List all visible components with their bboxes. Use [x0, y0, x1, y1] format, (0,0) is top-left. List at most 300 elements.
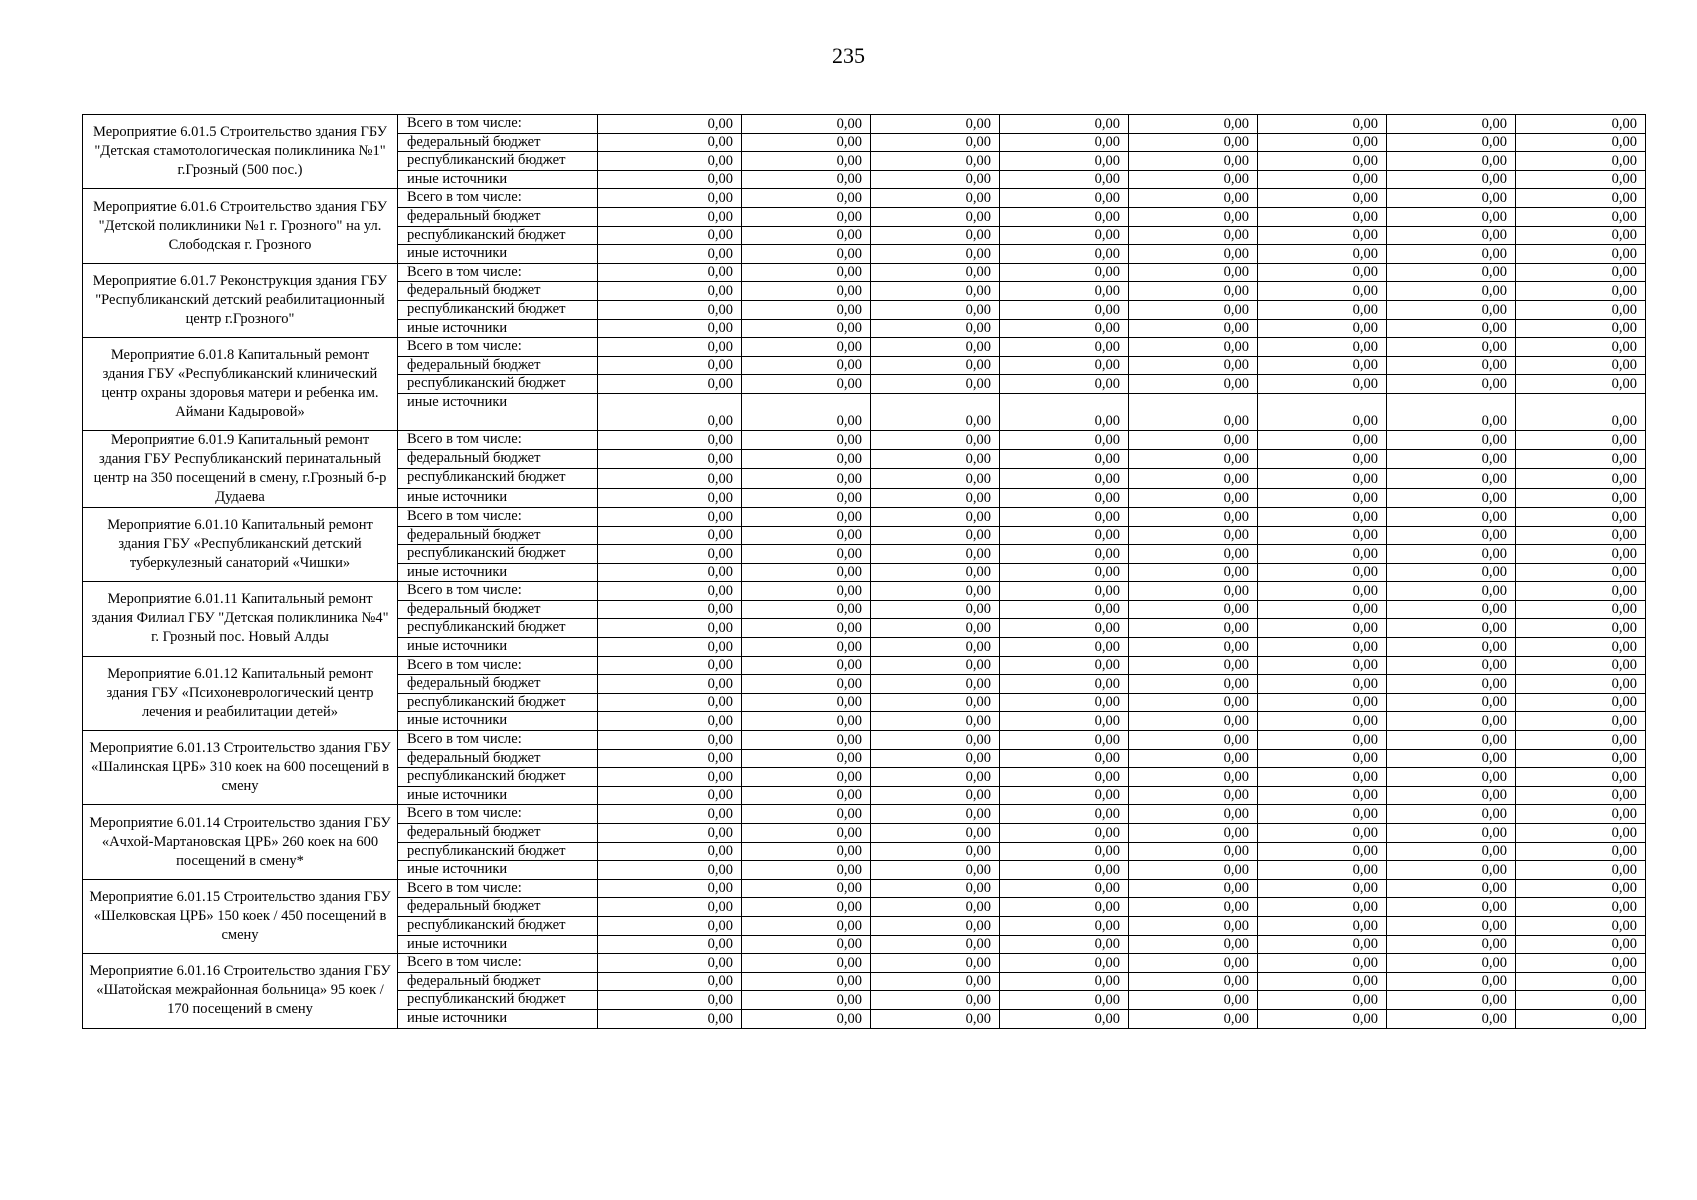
value-cell: 0,00 — [1516, 170, 1646, 189]
funding-source-cell: республиканский бюджет — [398, 916, 598, 935]
value-cell: 0,00 — [1000, 338, 1129, 357]
value-cell: 0,00 — [598, 300, 742, 319]
value-cell: 0,00 — [598, 935, 742, 954]
value-cell: 0,00 — [871, 545, 1000, 564]
value-cell: 0,00 — [598, 824, 742, 843]
value-cell: 0,00 — [742, 375, 871, 394]
funding-source-cell: иные источники — [398, 712, 598, 731]
value-cell: 0,00 — [871, 152, 1000, 171]
value-cell: 0,00 — [1000, 824, 1129, 843]
value-cell: 0,00 — [1258, 638, 1387, 657]
value-cell: 0,00 — [871, 263, 1000, 282]
value-cell: 0,00 — [742, 545, 871, 564]
value-cell: 0,00 — [1000, 1009, 1129, 1028]
value-cell: 0,00 — [598, 991, 742, 1010]
table-row — [83, 879, 1646, 898]
value-cell: 0,00 — [1000, 245, 1129, 264]
value-cell: 0,00 — [1516, 675, 1646, 694]
value-cell: 0,00 — [1258, 133, 1387, 152]
value-cell: 0,00 — [1000, 393, 1129, 430]
value-cell: 0,00 — [1516, 693, 1646, 712]
value-cell: 0,00 — [871, 133, 1000, 152]
value-cell: 0,00 — [598, 656, 742, 675]
value-cell: 0,00 — [1516, 582, 1646, 601]
value-cell: 0,00 — [871, 861, 1000, 880]
funding-source-cell: республиканский бюджет — [398, 842, 598, 861]
value-cell: 0,00 — [1129, 916, 1258, 935]
value-cell: 0,00 — [871, 356, 1000, 375]
table-row — [83, 507, 1646, 526]
value-cell: 0,00 — [1387, 152, 1516, 171]
value-cell: 0,00 — [1258, 393, 1387, 430]
funding-source-cell: иные источники — [398, 393, 598, 430]
value-cell: 0,00 — [742, 582, 871, 601]
value-cell: 0,00 — [1258, 226, 1387, 245]
value-cell: 0,00 — [1387, 954, 1516, 973]
value-cell: 0,00 — [742, 619, 871, 638]
value-cell: 0,00 — [1258, 300, 1387, 319]
value-cell: 0,00 — [1258, 488, 1387, 507]
funding-source-cell: иные источники — [398, 935, 598, 954]
value-cell: 0,00 — [1516, 898, 1646, 917]
table-row — [83, 430, 1646, 449]
value-cell: 0,00 — [1387, 972, 1516, 991]
value-cell: 0,00 — [1129, 545, 1258, 564]
funding-source-cell: республиканский бюджет — [398, 693, 598, 712]
value-cell: 0,00 — [742, 731, 871, 750]
funding-source-cell: иные источники — [398, 319, 598, 338]
value-cell: 0,00 — [1516, 916, 1646, 935]
value-cell: 0,00 — [1387, 430, 1516, 449]
value-cell: 0,00 — [1129, 600, 1258, 619]
funding-source-cell: федеральный бюджет — [398, 972, 598, 991]
value-cell: 0,00 — [1129, 450, 1258, 469]
value-cell: 0,00 — [1129, 170, 1258, 189]
value-cell: 0,00 — [1387, 282, 1516, 301]
table-row — [83, 115, 1646, 134]
value-cell: 0,00 — [1129, 638, 1258, 657]
value-cell: 0,00 — [1387, 898, 1516, 917]
value-cell: 0,00 — [1516, 526, 1646, 545]
funding-source-cell: федеральный бюджет — [398, 898, 598, 917]
value-cell: 0,00 — [742, 300, 871, 319]
value-cell: 0,00 — [598, 619, 742, 638]
value-cell: 0,00 — [1387, 356, 1516, 375]
value-cell: 0,00 — [1387, 488, 1516, 507]
value-cell: 0,00 — [1129, 319, 1258, 338]
funding-source-cell: иные источники — [398, 563, 598, 582]
value-cell: 0,00 — [1000, 768, 1129, 787]
value-cell: 0,00 — [1387, 133, 1516, 152]
value-cell: 0,00 — [1129, 375, 1258, 394]
event-title-cell: Мероприятие 6.01.8 Капитальный ремонт здания ГБУ «Республиканский клинический центр охраны здоровья матери и ребенка им. Аймани Кадыровой» — [83, 338, 398, 431]
funding-source-cell: Всего в том числе: — [398, 189, 598, 208]
value-cell: 0,00 — [742, 170, 871, 189]
value-cell: 0,00 — [742, 115, 871, 134]
value-cell: 0,00 — [1387, 170, 1516, 189]
value-cell: 0,00 — [871, 338, 1000, 357]
value-cell: 0,00 — [871, 991, 1000, 1010]
value-cell: 0,00 — [1000, 898, 1129, 917]
value-cell: 0,00 — [1129, 189, 1258, 208]
value-cell: 0,00 — [1516, 972, 1646, 991]
table-row — [83, 338, 1646, 357]
value-cell: 0,00 — [1129, 488, 1258, 507]
funding-source-cell: Всего в том числе: — [398, 879, 598, 898]
funding-source-cell: федеральный бюджет — [398, 824, 598, 843]
value-cell: 0,00 — [1387, 693, 1516, 712]
value-cell: 0,00 — [1000, 545, 1129, 564]
value-cell: 0,00 — [871, 898, 1000, 917]
value-cell: 0,00 — [871, 731, 1000, 750]
value-cell: 0,00 — [1516, 207, 1646, 226]
value-cell: 0,00 — [1258, 879, 1387, 898]
value-cell: 0,00 — [1387, 300, 1516, 319]
value-cell: 0,00 — [1000, 582, 1129, 601]
value-cell: 0,00 — [871, 954, 1000, 973]
value-cell: 0,00 — [742, 393, 871, 430]
value-cell: 0,00 — [598, 972, 742, 991]
value-cell: 0,00 — [598, 545, 742, 564]
value-cell: 0,00 — [1000, 507, 1129, 526]
value-cell: 0,00 — [1258, 152, 1387, 171]
value-cell: 0,00 — [1387, 263, 1516, 282]
funding-source-cell: федеральный бюджет — [398, 526, 598, 545]
value-cell: 0,00 — [598, 749, 742, 768]
event-title-cell: Мероприятие 6.01.9 Капитальный ремонт здания ГБУ Республиканский перинатальный центр на 350 посещений в смену, г.Грозный б-р Дудаева — [83, 430, 398, 507]
table-row — [83, 189, 1646, 208]
value-cell: 0,00 — [1387, 375, 1516, 394]
page-number: 235 — [832, 43, 865, 68]
table-row — [83, 731, 1646, 750]
value-cell: 0,00 — [1258, 170, 1387, 189]
value-cell: 0,00 — [1516, 226, 1646, 245]
value-cell: 0,00 — [598, 582, 742, 601]
value-cell: 0,00 — [871, 972, 1000, 991]
value-cell: 0,00 — [1000, 450, 1129, 469]
funding-source-cell: федеральный бюджет — [398, 600, 598, 619]
value-cell: 0,00 — [1000, 152, 1129, 171]
value-cell: 0,00 — [1129, 245, 1258, 264]
value-cell: 0,00 — [1516, 133, 1646, 152]
value-cell: 0,00 — [1258, 786, 1387, 805]
value-cell: 0,00 — [1258, 861, 1387, 880]
value-cell: 0,00 — [1516, 375, 1646, 394]
value-cell: 0,00 — [1258, 731, 1387, 750]
value-cell: 0,00 — [1129, 507, 1258, 526]
value-cell: 0,00 — [1258, 545, 1387, 564]
value-cell: 0,00 — [742, 768, 871, 787]
value-cell: 0,00 — [1258, 972, 1387, 991]
value-cell: 0,00 — [1000, 638, 1129, 657]
value-cell: 0,00 — [742, 319, 871, 338]
value-cell: 0,00 — [742, 488, 871, 507]
value-cell: 0,00 — [1387, 619, 1516, 638]
value-cell: 0,00 — [871, 319, 1000, 338]
value-cell: 0,00 — [1000, 749, 1129, 768]
table-body — [83, 115, 1646, 1029]
value-cell: 0,00 — [1516, 263, 1646, 282]
value-cell: 0,00 — [598, 731, 742, 750]
value-cell: 0,00 — [1129, 582, 1258, 601]
value-cell: 0,00 — [598, 786, 742, 805]
value-cell: 0,00 — [1000, 712, 1129, 731]
value-cell: 0,00 — [871, 375, 1000, 394]
value-cell: 0,00 — [1129, 133, 1258, 152]
value-cell: 0,00 — [1387, 600, 1516, 619]
value-cell: 0,00 — [1516, 393, 1646, 430]
value-cell: 0,00 — [871, 282, 1000, 301]
value-cell: 0,00 — [742, 430, 871, 449]
value-cell: 0,00 — [742, 898, 871, 917]
value-cell: 0,00 — [1516, 356, 1646, 375]
value-cell: 0,00 — [1387, 226, 1516, 245]
value-cell: 0,00 — [598, 563, 742, 582]
value-cell: 0,00 — [1258, 263, 1387, 282]
value-cell: 0,00 — [1258, 526, 1387, 545]
value-cell: 0,00 — [1258, 749, 1387, 768]
value-cell: 0,00 — [1000, 282, 1129, 301]
value-cell: 0,00 — [1129, 469, 1258, 488]
value-cell: 0,00 — [742, 749, 871, 768]
value-cell: 0,00 — [1258, 207, 1387, 226]
value-cell: 0,00 — [1516, 786, 1646, 805]
value-cell: 0,00 — [598, 375, 742, 394]
value-cell: 0,00 — [1516, 861, 1646, 880]
value-cell: 0,00 — [742, 1009, 871, 1028]
event-title-cell: Мероприятие 6.01.14 Строительство здания ГБУ «Ачхой-Мартановская ЦРБ» 260 коек на 600 посещений в смену* — [83, 805, 398, 879]
value-cell: 0,00 — [1516, 731, 1646, 750]
value-cell: 0,00 — [1129, 786, 1258, 805]
value-cell: 0,00 — [871, 805, 1000, 824]
value-cell: 0,00 — [1516, 935, 1646, 954]
value-cell: 0,00 — [1000, 786, 1129, 805]
funding-source-cell: федеральный бюджет — [398, 675, 598, 694]
value-cell: 0,00 — [871, 916, 1000, 935]
value-cell: 0,00 — [1516, 712, 1646, 731]
value-cell: 0,00 — [1387, 656, 1516, 675]
value-cell: 0,00 — [598, 842, 742, 861]
value-cell: 0,00 — [1387, 526, 1516, 545]
funding-source-cell: иные источники — [398, 1009, 598, 1028]
value-cell: 0,00 — [1129, 749, 1258, 768]
value-cell: 0,00 — [742, 693, 871, 712]
value-cell: 0,00 — [598, 488, 742, 507]
value-cell: 0,00 — [598, 245, 742, 264]
value-cell: 0,00 — [871, 638, 1000, 657]
value-cell: 0,00 — [742, 207, 871, 226]
value-cell: 0,00 — [1129, 563, 1258, 582]
value-cell: 0,00 — [1516, 656, 1646, 675]
value-cell: 0,00 — [1129, 393, 1258, 430]
value-cell: 0,00 — [742, 972, 871, 991]
value-cell: 0,00 — [1516, 619, 1646, 638]
value-cell: 0,00 — [1129, 1009, 1258, 1028]
value-cell: 0,00 — [1000, 842, 1129, 861]
value-cell: 0,00 — [742, 824, 871, 843]
value-cell: 0,00 — [598, 450, 742, 469]
funding-source-cell: Всего в том числе: — [398, 954, 598, 973]
value-cell: 0,00 — [1516, 879, 1646, 898]
value-cell: 0,00 — [1387, 545, 1516, 564]
value-cell: 0,00 — [1258, 430, 1387, 449]
value-cell: 0,00 — [742, 954, 871, 973]
event-title-cell: Мероприятие 6.01.5 Строительство здания ГБУ "Детская стамотологическая поликлиника №1" г.Грозный (500 пос.) — [83, 115, 398, 189]
event-title-cell: Мероприятие 6.01.13 Строительство здания ГБУ «Шалинская ЦРБ» 310 коек на 600 посещений в смену — [83, 731, 398, 805]
value-cell: 0,00 — [598, 338, 742, 357]
funding-source-cell: федеральный бюджет — [398, 749, 598, 768]
value-cell: 0,00 — [1258, 675, 1387, 694]
funding-source-cell: Всего в том числе: — [398, 656, 598, 675]
funding-source-cell: республиканский бюджет — [398, 991, 598, 1010]
value-cell: 0,00 — [742, 879, 871, 898]
value-cell: 0,00 — [1129, 263, 1258, 282]
value-cell: 0,00 — [598, 712, 742, 731]
table-row — [83, 805, 1646, 824]
value-cell: 0,00 — [742, 638, 871, 657]
funding-source-cell: иные источники — [398, 170, 598, 189]
value-cell: 0,00 — [1000, 300, 1129, 319]
value-cell: 0,00 — [871, 1009, 1000, 1028]
value-cell: 0,00 — [1129, 338, 1258, 357]
value-cell: 0,00 — [1516, 282, 1646, 301]
event-title-cell: Мероприятие 6.01.15 Строительство здания ГБУ «Шелковская ЦРБ» 150 коек / 450 посещений в смену — [83, 879, 398, 953]
value-cell: 0,00 — [1387, 768, 1516, 787]
value-cell: 0,00 — [1129, 152, 1258, 171]
value-cell: 0,00 — [1516, 450, 1646, 469]
funding-source-cell: федеральный бюджет — [398, 133, 598, 152]
value-cell: 0,00 — [1258, 954, 1387, 973]
value-cell: 0,00 — [1387, 712, 1516, 731]
value-cell: 0,00 — [598, 469, 742, 488]
value-cell: 0,00 — [1129, 226, 1258, 245]
value-cell: 0,00 — [871, 712, 1000, 731]
value-cell: 0,00 — [598, 393, 742, 430]
value-cell: 0,00 — [1387, 207, 1516, 226]
value-cell: 0,00 — [1516, 488, 1646, 507]
value-cell: 0,00 — [1258, 712, 1387, 731]
value-cell: 0,00 — [1129, 954, 1258, 973]
value-cell: 0,00 — [1387, 879, 1516, 898]
value-cell: 0,00 — [1129, 300, 1258, 319]
value-cell: 0,00 — [1516, 600, 1646, 619]
value-cell: 0,00 — [1000, 207, 1129, 226]
value-cell: 0,00 — [1258, 319, 1387, 338]
value-cell: 0,00 — [1258, 898, 1387, 917]
value-cell: 0,00 — [742, 786, 871, 805]
value-cell: 0,00 — [1000, 430, 1129, 449]
value-cell: 0,00 — [598, 675, 742, 694]
table-row — [83, 656, 1646, 675]
value-cell: 0,00 — [871, 488, 1000, 507]
value-cell: 0,00 — [1129, 207, 1258, 226]
value-cell: 0,00 — [1516, 319, 1646, 338]
value-cell: 0,00 — [1129, 693, 1258, 712]
value-cell: 0,00 — [1258, 189, 1387, 208]
value-cell: 0,00 — [871, 300, 1000, 319]
value-cell: 0,00 — [871, 582, 1000, 601]
value-cell: 0,00 — [742, 245, 871, 264]
value-cell: 0,00 — [1516, 338, 1646, 357]
value-cell: 0,00 — [1387, 507, 1516, 526]
value-cell: 0,00 — [1258, 356, 1387, 375]
funding-source-cell: республиканский бюджет — [398, 152, 598, 171]
value-cell: 0,00 — [1258, 450, 1387, 469]
value-cell: 0,00 — [1387, 450, 1516, 469]
value-cell: 0,00 — [1258, 245, 1387, 264]
value-cell: 0,00 — [598, 507, 742, 526]
value-cell: 0,00 — [1000, 263, 1129, 282]
value-cell: 0,00 — [1516, 469, 1646, 488]
value-cell: 0,00 — [871, 526, 1000, 545]
value-cell: 0,00 — [1387, 861, 1516, 880]
event-title-cell: Мероприятие 6.01.16 Строительство здания ГБУ «Шатойская межрайонная больница» 95 коек / 170 посещений в смену — [83, 954, 398, 1028]
value-cell: 0,00 — [1387, 916, 1516, 935]
value-cell: 0,00 — [1129, 879, 1258, 898]
value-cell: 0,00 — [871, 600, 1000, 619]
value-cell: 0,00 — [871, 749, 1000, 768]
value-cell: 0,00 — [1129, 842, 1258, 861]
value-cell: 0,00 — [1129, 282, 1258, 301]
value-cell: 0,00 — [1387, 393, 1516, 430]
value-cell: 0,00 — [1000, 115, 1129, 134]
value-cell: 0,00 — [1000, 731, 1129, 750]
value-cell: 0,00 — [1129, 430, 1258, 449]
funding-source-cell: республиканский бюджет — [398, 768, 598, 787]
value-cell: 0,00 — [742, 861, 871, 880]
value-cell: 0,00 — [1258, 282, 1387, 301]
value-cell: 0,00 — [1516, 545, 1646, 564]
funding-source-cell: Всего в том числе: — [398, 731, 598, 750]
value-cell: 0,00 — [871, 469, 1000, 488]
value-cell: 0,00 — [742, 338, 871, 357]
funding-source-cell: Всего в том числе: — [398, 263, 598, 282]
value-cell: 0,00 — [871, 879, 1000, 898]
budget-table — [82, 114, 1646, 1029]
value-cell: 0,00 — [1000, 861, 1129, 880]
value-cell: 0,00 — [742, 675, 871, 694]
value-cell: 0,00 — [742, 600, 871, 619]
value-cell: 0,00 — [598, 170, 742, 189]
value-cell: 0,00 — [598, 805, 742, 824]
value-cell: 0,00 — [598, 526, 742, 545]
value-cell: 0,00 — [1258, 375, 1387, 394]
funding-source-cell: Всего в том числе: — [398, 338, 598, 357]
value-cell: 0,00 — [871, 842, 1000, 861]
funding-source-cell: республиканский бюджет — [398, 619, 598, 638]
value-cell: 0,00 — [1258, 824, 1387, 843]
event-title-cell: Мероприятие 6.01.11 Капитальный ремонт здания Филиал ГБУ "Детская поликлиника №4" г. Грозный пос. Новый Алды — [83, 582, 398, 656]
value-cell: 0,00 — [1129, 861, 1258, 880]
value-cell: 0,00 — [1387, 469, 1516, 488]
value-cell: 0,00 — [1129, 935, 1258, 954]
value-cell: 0,00 — [1516, 749, 1646, 768]
value-cell: 0,00 — [598, 768, 742, 787]
value-cell: 0,00 — [742, 991, 871, 1010]
value-cell: 0,00 — [742, 226, 871, 245]
funding-source-cell: республиканский бюджет — [398, 300, 598, 319]
value-cell: 0,00 — [871, 786, 1000, 805]
value-cell: 0,00 — [598, 226, 742, 245]
value-cell: 0,00 — [871, 226, 1000, 245]
value-cell: 0,00 — [1129, 675, 1258, 694]
value-cell: 0,00 — [1258, 991, 1387, 1010]
value-cell: 0,00 — [598, 600, 742, 619]
value-cell: 0,00 — [1129, 619, 1258, 638]
value-cell: 0,00 — [1129, 731, 1258, 750]
value-cell: 0,00 — [1387, 749, 1516, 768]
value-cell: 0,00 — [598, 430, 742, 449]
